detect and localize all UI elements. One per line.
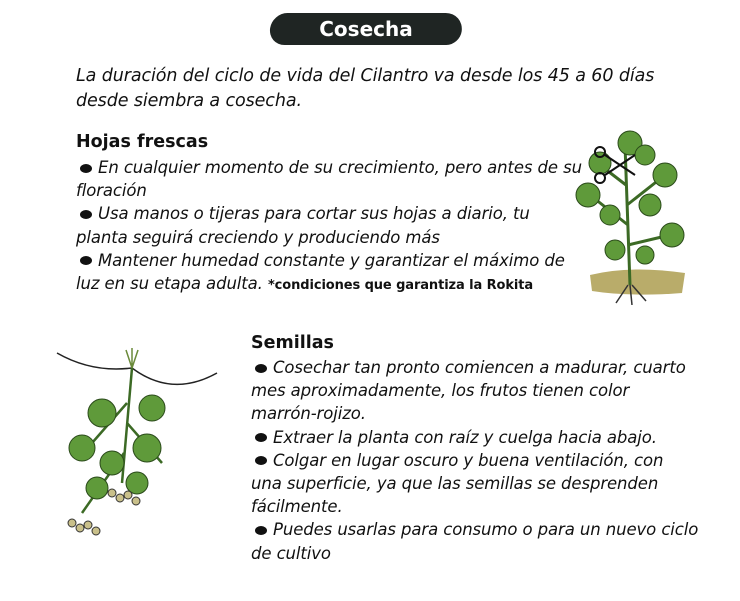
list-line [76,179,147,202]
bullet-icon [80,164,92,173]
line-text: fácilmente. [251,497,343,517]
list-line [251,402,366,425]
list-line [251,542,331,565]
line-text: Mantener humedad constante y garantizar el máximo de [98,250,565,270]
list-line [76,156,582,179]
rokita-note: *condiciones que garantiza la Rokita [267,278,534,293]
line-text: Extraer la planta con raíz y cuelga hacia abajo. [273,427,657,447]
line-text: En cualquier momento de su crecimiento, pero antes de su [98,158,582,177]
line-text: Colgar en lugar oscuro y buena ventilación, con [273,450,664,470]
cilantro-seeds-illustration [52,343,222,543]
line-text: una superficie, ya que las semillas se desprenden [251,474,659,493]
bullet-icon [80,210,92,219]
line-text: floración [76,181,147,201]
line-text: mes aproximadamente, los frutos tienen color [251,381,630,401]
list-line [251,472,658,495]
list-line [76,272,533,297]
cilantro-scissors-illustration [570,125,690,305]
hojas-heading: Hojas frescas [76,132,209,152]
intro-line: La duración del ciclo de vida del Cilantro va desde los 45 a 60 días [76,66,655,86]
line-text: luz en su etapa adulta. [76,274,263,293]
line-text: planta seguirá creciendo y produciendo más [76,227,440,247]
semillas-heading: Semillas [251,333,334,353]
list-line [251,518,698,541]
list-line [251,379,629,402]
line-text: marrón-rojizo. [251,404,366,424]
line-text: de cultivo [251,543,331,563]
bullet-icon [80,256,92,265]
bullet-icon [255,456,267,465]
list-line [251,495,343,518]
line-text: Cosechar tan pronto comiencen a madurar, cuarto [273,358,686,377]
bullet-icon [255,433,267,442]
bullet-icon [255,526,267,535]
bullet-icon [255,364,267,373]
list-line [76,249,565,272]
line-text: Usa manos o tijeras para cortar sus hojas a diario, tu [98,204,530,224]
list-line [251,356,686,379]
list-line [251,449,663,472]
list-line [76,202,530,225]
list-line [251,426,657,449]
page-title: Cosecha [319,17,413,41]
line-text: Puedes usarlas para consumo o para un nuevo ciclo [273,520,699,540]
intro-line: desde siembra a cosecha. [76,91,302,111]
list-line [76,226,440,249]
